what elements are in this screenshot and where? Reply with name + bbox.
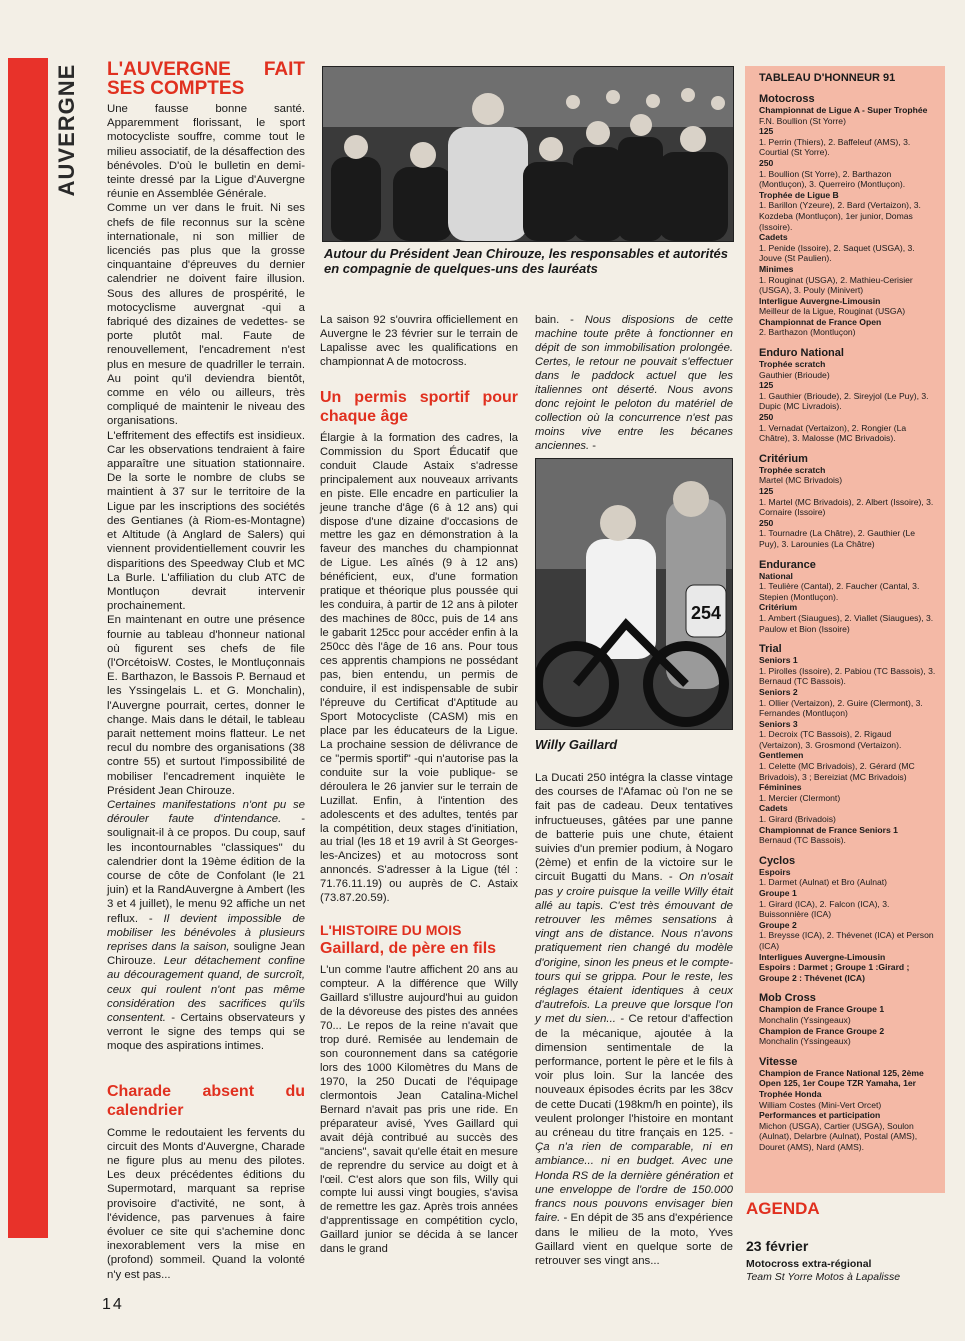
honor-roll-result: 1. Perrin (Thiers), 2. Baffeleuf (AMS), 3. Courtial (St Yorre).	[759, 136, 911, 158]
column-3-top	[535, 314, 733, 454]
agenda-date: 23 février	[746, 1238, 809, 1254]
honor-roll-result: 1. Girard (Brivadois)	[759, 814, 836, 825]
quote-run: Certaines manifestations n'ont pu se dérouler faute d'intendance.	[107, 798, 305, 826]
season-intro: La saison 92 s'ouvrira officiellement en Auvergne le 23 février sur le terrain de Lapalisse avec les qualifications en championnat A de motocross.	[320, 314, 518, 368]
honor-roll-sidebar	[745, 66, 945, 1193]
honor-roll-result: 1. Gauthier (Brioude), 2. Sireyjol (Le Puy), 3. Dupic (MC Livradois).	[759, 390, 929, 412]
rider-caption: Willy Gaillard	[535, 737, 618, 752]
honor-roll-result: 1. Penide (Issoire), 2. Saquet (USGA), 3. Jouve (St Paulien).	[759, 242, 915, 264]
honor-roll-result: 1. Tournadre (La Châtre), 2. Gauthier (Le Puy), 3. Larounies (La Châtre)	[759, 528, 916, 549]
honor-roll-category: Espoirs	[759, 866, 791, 877]
honor-roll-category: Cadets	[759, 232, 788, 243]
honor-roll-result: Martel (MC Brivadois)	[759, 475, 843, 486]
honor-roll-category: 125	[759, 486, 774, 496]
honor-roll-result: 1. Decroix (TC Bassois), 2. Rigaud (Vertaizon), 3. Grosmond (Vertaizon).	[759, 729, 902, 750]
story-title: Gaillard, de père en fils	[320, 940, 497, 958]
honor-roll-section	[759, 93, 937, 338]
article-paragraph: En maintenant en outre une présence fournie au tableau d'honneur national où figurent ses chefs de file (l'OrcétoisW. Costes, le Montluçonnais E. Barthazon, le Bassois P. Bernaud et les Yssingelais L. et G. Monchalin), l'Auvergne pourrait, certes, donner le change. Mais dans le détail, le tableau parait nettement moins flatteur. Le net recul du nombre des organisations (38 contre 55) et surtout l'impossibilité de mobiliser l'encadrement inquiète le Président Jean Chirouze.	[107, 614, 305, 797]
honor-roll-category: National	[759, 570, 793, 581]
honor-roll-result: Monchalin (Yssingeaux)	[759, 1014, 851, 1025]
honor-roll-title: TABLEAU D'HONNEUR 91	[759, 72, 896, 84]
honor-roll-category: Critérium	[759, 602, 798, 613]
honor-roll-section	[759, 855, 937, 984]
honor-roll-category: Trophée de Ligue B	[759, 189, 839, 200]
honor-roll-category: Groupe 1	[759, 888, 797, 898]
permis-text: Élargie à la formation des cadres, la Commission du Sport Éducatif que conduit Claude Astaix s'adresse principalement aux nouveaux arrivants en piste. Elle encadre en particulier la jeune tranche d'âge (6 à 12 ans) qui dispose d'une dizaine d'occasions de mettre les gaz en démonstration à la faveur des manches du championnat de Ligue. Les aînés (9 à 12 ans) bénéficient, eux, d'une formation pratique et théorique plus poussée qui les conduira, à partir de 12 ans à piloter des machines de 80cc, puis de 14 ans le gabarit 125cc pour accéder enfin à la 250cc dès l'âge de 16 ans. Pour tous ces apprentis champions ne possédant pas, bien entendu, un permis de conduire, il est indispensable de subir l'épreuve du Certificat d'Aptitude au Sport Motocycliste (CASM) mis en place par les éducateurs de la Ligue. La prochaine session de délivrance de ce "permis sportif" -qui n'autorise pas la conduite sur la voie publique- se déroulera le 26 janvier sur le terrain de Luzillat. Enfin, à l'intention des adolescents et des adultes, tentés par la compétition, deux stages d'initiation, au trial (les 18 et 19 avril à St Georges-les-Ancizes) et au motocross sont annoncés. S'adresser à la Ligue (tél : 71.76.11.19) ou auprès de C. Astaix (73.87.20.59).	[320, 431, 518, 905]
honor-roll-category: Espoirs : Darmet ; Groupe 1 :Girard ; Groupe 2 : Thévenet (ICA)	[759, 962, 910, 983]
story-text: L'un comme l'autre affichent 20 ans au compteur. A la différence que Willy Gaillard s'illustre aujourd'hui au guidon de la dévoreuse des pistes des années 70... Le repos de la reine n'avait que trop duré. Remisée au lendemain de son couronnement dans sa catégorie lors des 1000 Kilomètres du Mans de 1970, la 250 Ducati de l'équipage clermontois Jean Catalina-Michel Bernard n'avait pas pris une ride. En préparateur avisé, Yves Gaillard qui avait déjà contribué au succès des "anciens", savait qu'elle était en mesure de reprendre du service au doigt et à l'œil. C'est alors que son fils, Willy qui compte lui aussi vingt bougies, s'avisa de remettre les gaz. Après trois années d'apprentissage en compétition cyclo, Gaillard junior se décida à se lancer dans le grand	[320, 964, 518, 1256]
honor-roll-category: 250	[759, 157, 774, 168]
quote-run: On n'osait pas y croire puisque la veille Willy était allé au tapis. C'est très émouvant de retrouver les mêmes sensations à vingt ans de distance. Nous n'avons pratiquement rien changé du modèle d'origine, sinon les pneus et le compte-tours qui se grippa. Pour le reste, les réglages étaient identiques à ceux d'autrefois. La preuve que lorsque l'on y met du sien...	[535, 871, 733, 1026]
agenda-event: Motocross extra-régional	[746, 1258, 872, 1270]
honor-roll-result: 1. Mercier (Clermont)	[759, 792, 841, 803]
honor-roll-discipline: Vitesse	[759, 1055, 798, 1068]
honor-roll-section	[759, 559, 937, 635]
honor-roll-result: 1. Martel (MC Brivadois), 2. Albert (Issoire), 3. Cornaire (Issoire)	[759, 496, 934, 518]
honor-roll-section	[759, 453, 937, 550]
honor-roll-category: Minimes	[759, 263, 794, 274]
honor-roll-category: Champion de France Groupe 1	[759, 1004, 885, 1015]
article-paragraph: L'effritement des effectifs est insidieux. Car les observations tendraient à faire apparaître une situation stationnaire. De la sorte le nombre de clubs se maintient à 37 sur le territoire de la Ligue par les inscriptions des sociétés des Gentianes (à Riom-es-Montagne) et Altitude (à Anglard de Salers) qui viennent providentiellement couvrir les disparitions des Speedway Club et MC La Burle. L'affiliation du club ATC de Montluçon devrait intervenir prochainement.	[107, 429, 305, 613]
text-run: - Certains observateurs y verront le signe des temps qui se moque des aspirations intimes.	[107, 1012, 305, 1053]
honor-roll-category: Championnat de Ligue A - Super Trophée	[759, 105, 928, 115]
charade-title: Charade absent du calendrier	[107, 1082, 305, 1119]
honor-roll-category: Seniors 3	[759, 718, 798, 729]
text-run: souligne Jean Chirouze.	[107, 940, 305, 968]
page-number: 14	[102, 1296, 124, 1313]
honor-roll-discipline: Enduro National	[759, 347, 844, 360]
honor-roll-category: Performances et participation	[759, 1110, 881, 1121]
honor-roll-category: Gentlemen	[759, 750, 804, 761]
permis-title: Un permis sportif pour chaque âge	[320, 388, 518, 425]
honor-roll-category: 250	[759, 412, 774, 423]
quote-run: Ça n'a rien de comparable, ni en ambiance... ni en budget. Avec une Honda RS de la dernière génération et une enveloppe de l'ordre de 150.000 francs nous pouvons envisager bien faire.	[535, 1141, 733, 1225]
honor-roll-category: Trophée scratch	[759, 359, 826, 370]
honor-roll-result: Michon (USGA), Cartier (USGA), Soulon (Aulnat), Delarbre (Aulnat), Postal (AMS), Douret (AMS), Nard (AMS).	[759, 1120, 918, 1152]
text-run: - Ce retour d'affection de la mécanique, ajoutée à la dimension sentimentale de la performance, portent le père et le fils à voir plus loin. Sur la lancée des nouveaux épisodes écrits par les 38cv de cette Ducati (198km/h en pointe), ils veulent prolonger l'histoire en montant au créneau du titre français en 125. -	[535, 1013, 733, 1140]
honor-roll-result: 1. Rouginat (USGA), 2. Mathieu-Cerisier (USGA), 3. Pouly (Minivert)	[759, 274, 913, 296]
honor-roll-result: 1. Ollier (Vertaizon), 2. Guire (Clermont), 3. Fernandes (Montluçon)	[759, 697, 923, 719]
story-continued	[535, 771, 733, 1268]
honor-roll-result: 1. Celette (MC Brivadois), 2. Gérard (MC Brivadois), 3 ; Bereiziat (MC Brivadois)	[759, 761, 915, 782]
agenda-title: AGENDA	[746, 1199, 820, 1218]
column-1	[107, 60, 305, 1282]
honor-roll-result: 1. Pirolles (Issoire), 2. Pabiou (TC Bassois), 3. Bernaud (TC Bassois).	[759, 665, 936, 687]
honor-roll-result: 1. Vernadat (Vertaizon), 2. Rongier (La Châtre), 3. Malosse (MC Brivadois).	[759, 422, 907, 444]
honor-roll-result: 1. Darmet (Aulnat) et Bro (Aulnat)	[759, 877, 887, 888]
text-run: bain. -	[535, 314, 585, 326]
honor-roll-result: 1. Ambert (Siaugues), 2. Viallet (Siaugues), 3. Paulow et Bion (Issoire)	[759, 612, 934, 634]
rider-photo	[535, 458, 733, 730]
text-run: La Ducati 250 intégra la classe vintage des courses de l'Afamac où l'on ne se fait pas de cadeau. Deux tentatives infructueuses, gâtées par une panne de batterie puis une chute, étaient suivies d'un premier podium, à Nogaro (2ème) et enfin de la victoire sur le circuit Bugatti du Mans. -	[535, 772, 733, 884]
story-quote	[535, 314, 733, 454]
honor-roll-category: Trophée scratch	[759, 464, 826, 475]
article-title: L'AUVERGNE FAIT SES COMPTES	[107, 59, 305, 99]
honor-roll-section	[759, 643, 937, 846]
rider-photo-illustration	[536, 459, 732, 729]
text-run: - En dépit de 35 ans d'expérience dans le milieu de la moto, Yves Gaillard vient en quelque sorte de retrouver ses vingt ans...	[535, 1212, 733, 1267]
red-side-tab	[8, 58, 48, 1238]
honor-roll-result: 2. Barthazon (Montluçon)	[759, 327, 856, 338]
honor-roll-category: Cadets	[759, 803, 788, 814]
honor-roll-result: Meilleur de la Ligue, Rouginat (USGA)	[759, 306, 906, 317]
honor-roll-result: Gauthier (Brioude)	[759, 369, 830, 380]
honor-roll-discipline: Endurance	[759, 558, 816, 571]
article-paragraph: Comme un ver dans le fruit. Ni ses chefs de file reconnus sur la scène internationale, ni son millier de licenciés pas plus que la grosse cinquantaine d'épreuves du dernier calendrier ne doivent faire illusion. Sous des allures de prospérité, le motocyclisme auvergnat -qui a fabriqué des dizaines de vedettes- se porte plutôt mal. Faute de renouvellement, l'encadrement n'est plus en mesure de quadriller le terrain. Au point qu'il deviendra bientôt, comme en vélo ou ailleurs, très compliqué de maintenir le niveau des organisations.	[107, 202, 305, 428]
honor-roll-result: Monchalin (Yssingeaux)	[759, 1036, 851, 1047]
quote-run: Leur détachement confine au découragement quand, de surcroît, ceux qui roulent n'ont pas même considération des sacrifices qu'ils consentent.	[107, 955, 305, 1024]
honor-roll-category: 250	[759, 517, 774, 528]
section-label: AUVERGNE	[54, 63, 79, 197]
honor-roll-discipline: Mob Cross	[759, 992, 816, 1005]
honor-roll-category: Champion de France Groupe 2	[759, 1025, 885, 1036]
honor-roll-section	[759, 1056, 937, 1153]
honor-roll-category: Féminines	[759, 782, 802, 793]
honor-roll-category: 125	[759, 126, 774, 137]
honor-roll-category: Interligues Auvergne-Limousin	[759, 951, 886, 962]
article-paragraph: Une fausse bonne santé. Apparemment florissant, le sport motocycliste souffre, comme tout le milieu associatif, de la désaffection des bénévoles. D'où le bulletin en demi-teinte dressé par la Ligue d'Auvergne réunie en Assemblée Générale.	[107, 103, 305, 201]
honor-roll-result: 1. Boullion (St Yorre), 2. Barthazon (Montluçon), 3. Querreiro (Montluçon).	[759, 168, 906, 190]
honor-roll-category: Championnat de France Seniors 1	[759, 824, 898, 835]
honor-roll-category: Championnat de France Open	[759, 316, 882, 327]
quote-run: Il devient impossible de mobiliser les bénévoles à plusieurs reprises dans la saison,	[107, 912, 305, 953]
honor-roll-category: Seniors 2	[759, 686, 798, 697]
column-2	[320, 314, 518, 1257]
honor-roll-result: 1. Breysse (ICA), 2. Thévenet (ICA) et Person (ICA)	[759, 930, 934, 951]
honor-roll-discipline: Critérium	[759, 452, 808, 465]
honor-roll-section	[759, 347, 937, 444]
honor-roll-discipline: Motocross	[759, 93, 815, 105]
honor-roll-discipline: Trial	[759, 643, 782, 656]
photo-caption: Autour du Président Jean Chirouze, les responsables et autorités en compagnie de quelques-uns des lauréats	[324, 246, 728, 276]
honor-roll-result: William Costes (Mini-Vert Orcet)	[759, 1099, 882, 1110]
quote-run: Nous disposions de cette machine toute prête à fonctionner en dépit de son immobilisation prolongée. Certes, le retour ne pouvait s'effectuer dans le paddock actuel que les italiennes ont déserté. Nous avons donc rejoint le peloton du matériel de collection où la concurrence n'est pas moins vive entre les bécanes anciennes.	[535, 314, 733, 452]
honor-roll-result: F.N. Boullion (St Yorre)	[759, 115, 846, 126]
column-3-bottom	[535, 771, 733, 1268]
charade-text: Comme le redoutaient les fervents du circuit des Monts d'Auvergne, Charade ne figure plus au menu des pilotes. Les deux précédentes éditions du Supermotard, marquant sa reprise provisoire d'activité, ne sont, à l'évidence, pas parvenues à faire évoluer ce site qui s'achemine donc inexorablement vers la mise en (profond) sommeil. Quand la volonté n'y est pas...	[107, 1126, 305, 1281]
honor-roll-result: 1. Barillon (Yzeure), 2. Bard (Vertaizon), 3. Kozdeba (Montluçon), 1er junior, Domas (Issoire).	[759, 200, 921, 232]
article-paragraph	[107, 798, 305, 1054]
honor-roll-category: Groupe 2	[759, 919, 797, 930]
honor-roll-category: Champion de France National 125, 2ème Open 125, 1er Coupe TZR Yamaha, 1er Trophée Honda	[759, 1067, 924, 1099]
honor-roll-result: 1. Teulière (Cantal), 2. Faucher (Cantal, 3. Stepien (Montluçon).	[759, 581, 920, 602]
honor-roll-result: Bernaud (TC Bassois).	[759, 835, 846, 846]
honor-roll-category: Interligue Auvergne-Limousin	[759, 295, 881, 306]
agenda-location: Team St Yorre Motos à Lapalisse	[746, 1271, 901, 1283]
group-photo-illustration	[323, 67, 733, 241]
honor-roll-category: 125	[759, 380, 774, 391]
story-kicker: L'HISTOIRE DU MOIS	[320, 922, 462, 939]
text-run: - soulignait-il à ce propos. Du coup, sauf les incontournables "classiques" du calendrier dont la 19ème édition de la course de côte de Confolant (le 21 juin) et la RandAuvergne à Ambert (les 3 et 4 juillet), le menu 92 affiche un net reflux. -	[107, 813, 305, 925]
honor-roll-category: Seniors 1	[759, 655, 798, 666]
bike-number: 254	[690, 603, 722, 623]
honor-roll-discipline: Cyclos	[759, 854, 796, 867]
group-photo	[322, 66, 734, 242]
text-run: -	[589, 439, 596, 452]
honor-roll-result: 1. Girard (ICA), 2. Falcon (ICA), 3. Buissonnière (ICA)	[759, 898, 890, 920]
honor-roll-section	[759, 992, 937, 1046]
